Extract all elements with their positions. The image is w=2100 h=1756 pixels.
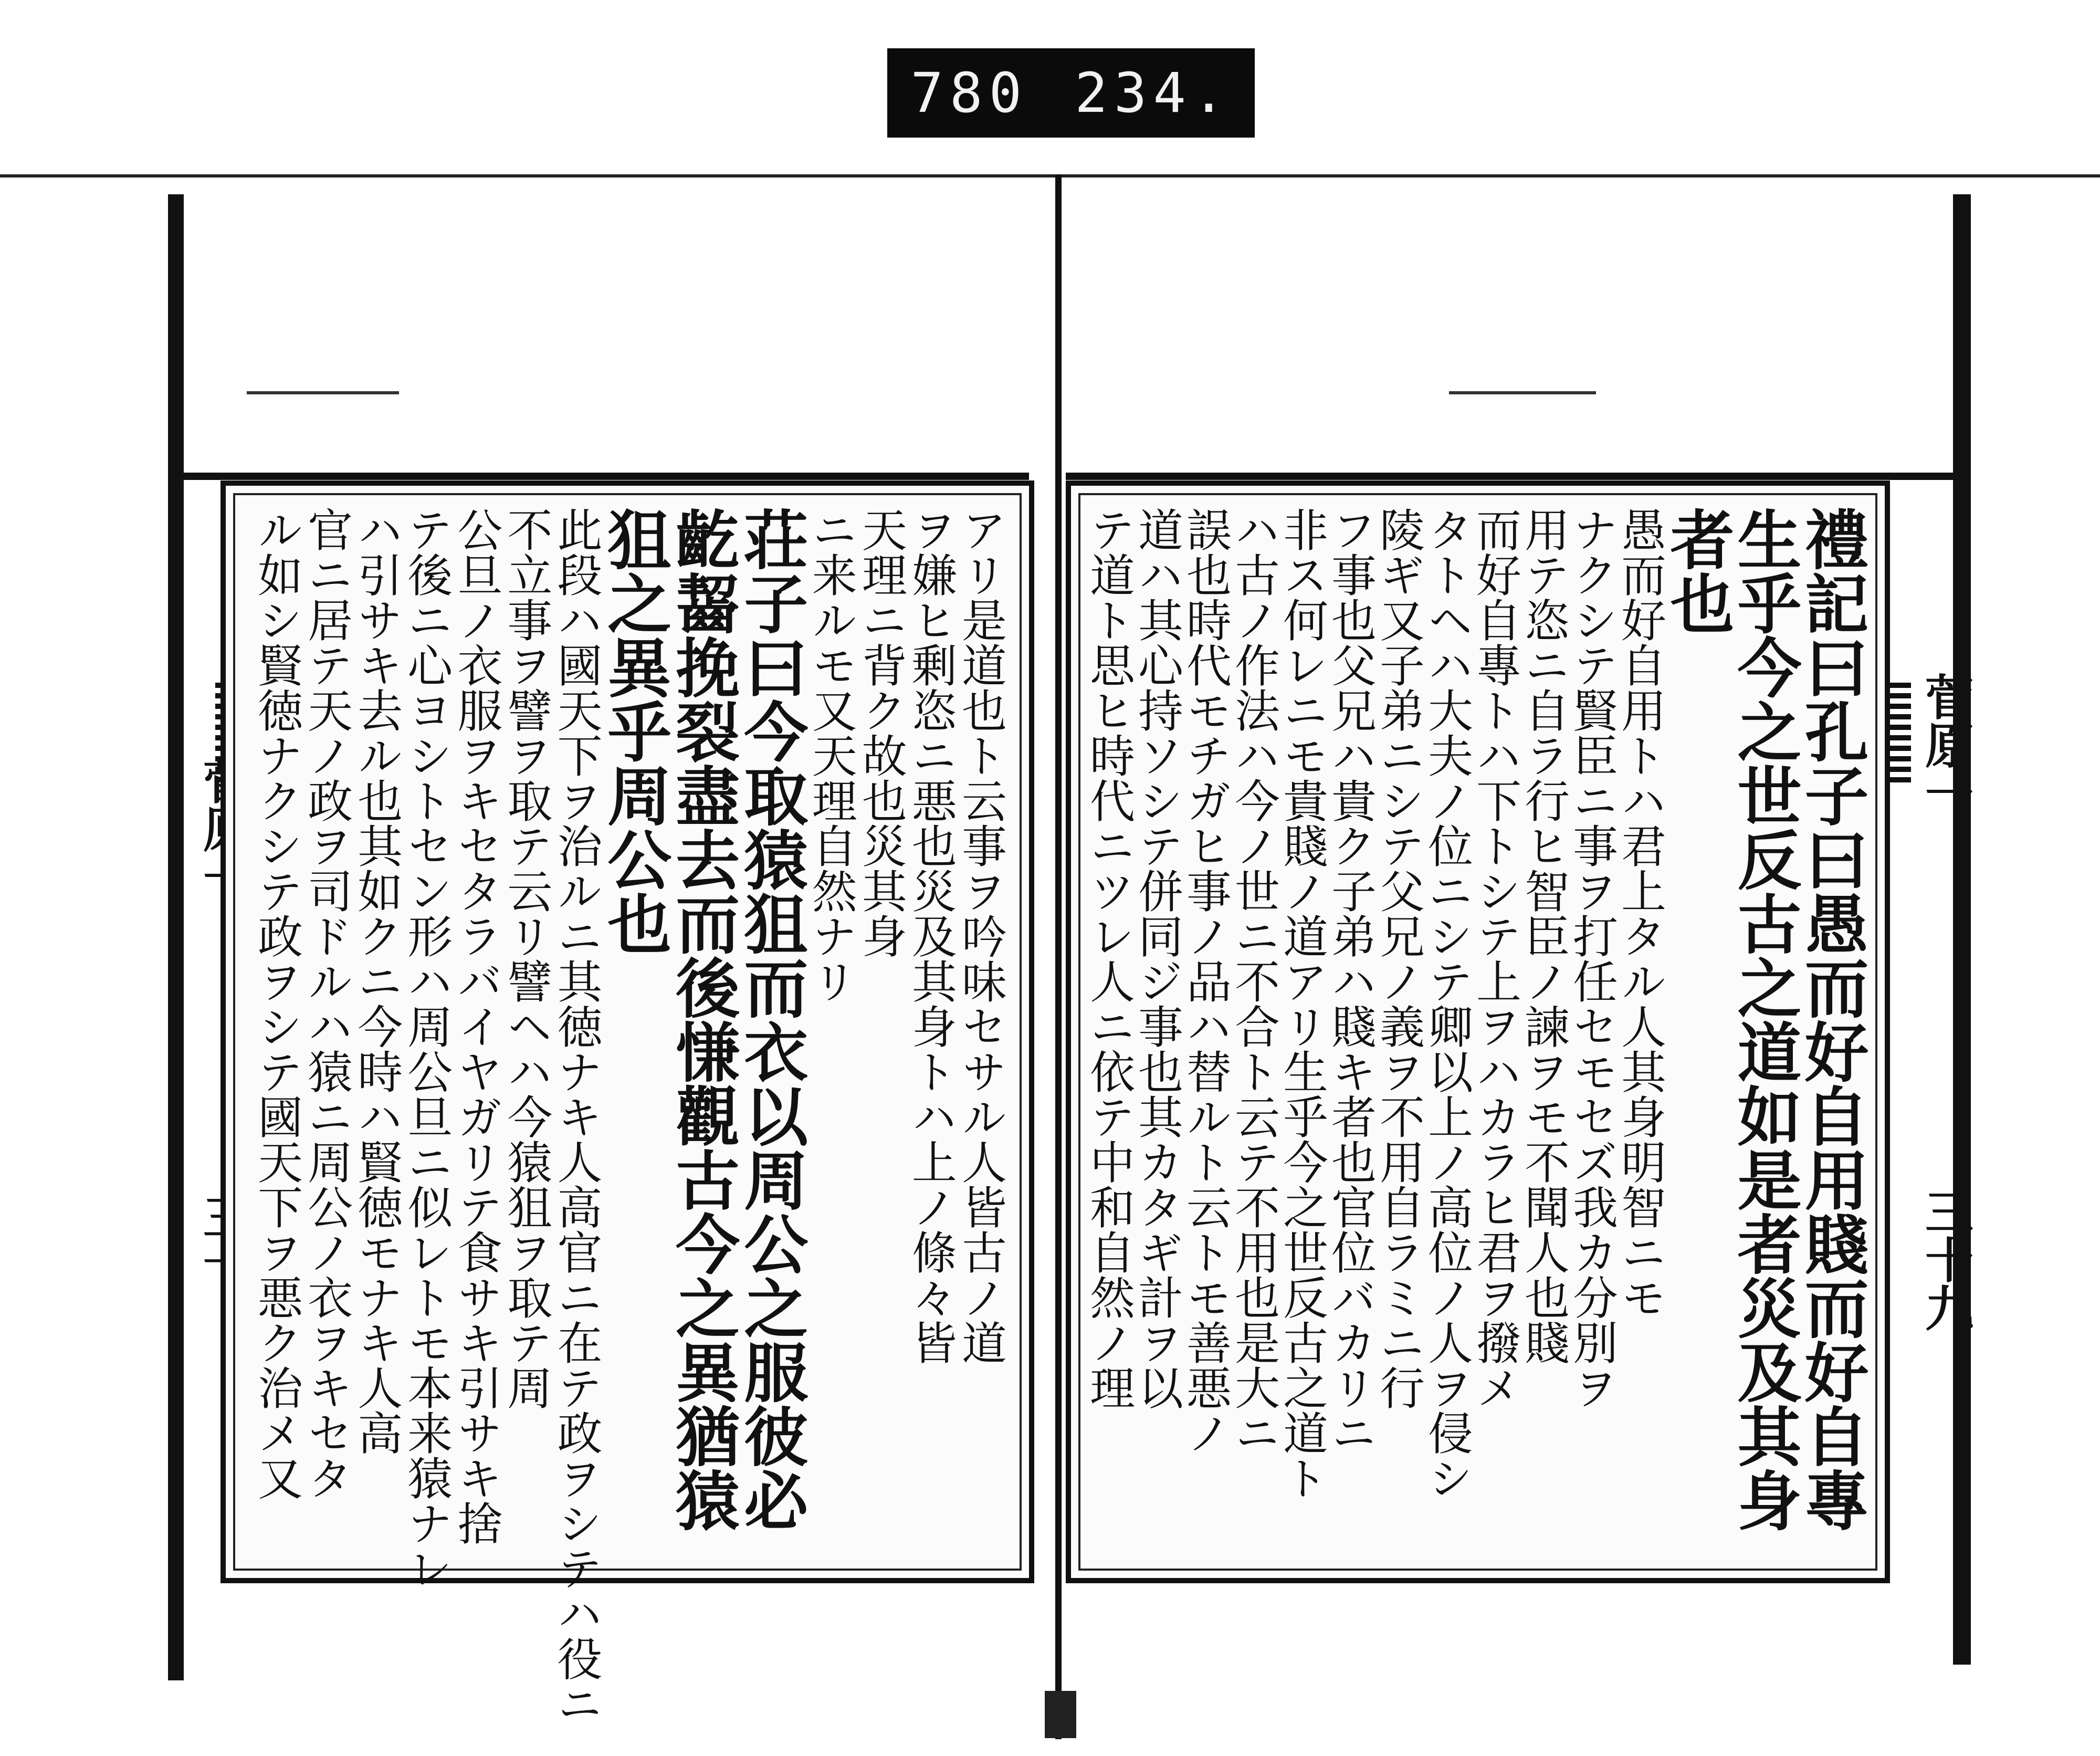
right-page-columns: [1082, 507, 1870, 1557]
left-page-text-column: アリ是道也ト云事ヲ吟味セサル人皆古ノ道: [954, 507, 1006, 1365]
top-rule: [0, 174, 2100, 177]
left-page: [220, 480, 1034, 1726]
right-page-text-column: 者也: [1660, 507, 1735, 635]
left-page-text-column: 官ニ居テ天ノ政ヲ司ドルハ猿ニ周公ノ衣ヲキセタ: [300, 507, 353, 1500]
left-page-text-column: 狙之異乎周公也: [596, 507, 673, 955]
right-page-text-column: フ事也父兄ハ貴ク子弟ハ賤キ者也官位バカリニ: [1324, 507, 1376, 1455]
left-page-text-column: ヲ嫌ヒ剰恣ニ悪也災及其身トハ上ノ條々皆: [904, 507, 957, 1365]
right-page-text-column: テ道ト思ヒ時代ニツレ人ニ依テ中和自然ノ理: [1082, 507, 1135, 1410]
left-page-text-column: 公旦ノ衣服ヲキセタラバイヤガリテ食サキ引サキ捨: [449, 507, 502, 1545]
right-page-text-column: 陵ギ又子弟ニシテ父兄ノ義ヲ不用自ラミニ行: [1372, 507, 1424, 1410]
scan-mark-right: [1449, 391, 1596, 394]
margin-label-right-bottom: 三十九: [1917, 1187, 1974, 1332]
left-page-text-column: ニ来ルモ又天理自然ナリ: [804, 507, 857, 1004]
scan-tag-left: 780: [910, 61, 1028, 125]
left-page-columns: [250, 507, 1006, 1726]
right-page-text-column: 而好自專トハ下トシテ上ヲハカラヒ君ヲ撥メ: [1468, 507, 1521, 1410]
right-top-band: [1066, 473, 1958, 480]
left-page-text-column: 荘子曰今取猿狙而衣以周公之服彼必: [733, 507, 809, 1532]
left-outer-edge: [168, 194, 184, 1680]
book-spine: [1055, 174, 1062, 1739]
right-outer-edge: [1953, 194, 1971, 1665]
right-page-text-column: 禮記曰孔子曰愚而好自用賤而好自專: [1794, 507, 1870, 1532]
right-page-text-column: 用テ恣ニ自ラ行ヒ智臣ノ諫ヲモ不聞人也賤: [1517, 507, 1569, 1365]
right-page-text-column: 生乎今之世反古之道如是者災及其身: [1727, 507, 1802, 1532]
scan-mark-left: [247, 391, 399, 394]
spine-base: [1045, 1691, 1076, 1738]
left-page-text-column: ハ引サキ去ル也其如クニ今時ハ賢徳モナキ人高: [350, 507, 403, 1455]
right-page: [1066, 480, 1890, 1583]
left-page-text-column: 天理ニ背ク故也災其身: [854, 507, 907, 958]
scan-tag: [887, 48, 1255, 138]
left-page-text-column: テ後ニ心ヨシトセン形ハ周公旦ニ似レトモ本来猿ナレ: [400, 507, 453, 1591]
right-page-text-column: ハ古ノ作法ハ今ノ世ニ不合ト云テ不用也是大ニ: [1227, 507, 1279, 1455]
margin-label-right-top: 菅原一: [1917, 672, 1974, 817]
left-page-text-column: 不立事ヲ譬ヲ取テ云リ譬ヘハ今猿狙ヲ取テ周: [499, 507, 552, 1410]
right-page-text-column: 非ス何レニモ貴賤ノ道アリ生乎今之世反古之道ト: [1275, 507, 1328, 1500]
left-page-text-column: 此段ハ國天下ヲ治ルニ其徳ナキ人高官ニ在テ政ヲシテハ役ニ: [549, 507, 602, 1726]
right-page-text-column: 道ハ其心持ソシテ併同ジ事也其カタギ計ヲ以: [1130, 507, 1183, 1410]
right-page-text-column: タトヘハ大夫ノ位ニシテ卿以上ノ高位ノ人ヲ侵シ: [1420, 507, 1473, 1500]
right-gutter-pattern: [1890, 683, 1911, 788]
left-page-text-column: 齕齧挽裂盡去而後慊觀古今之異猶猿: [665, 507, 741, 1532]
right-page-text-column: 誤也時代モチガヒ事ノ品ハ替ルト云トモ善悪ノ: [1179, 507, 1231, 1455]
left-page-text-column: ル如シ賢徳ナクシテ政ヲシテ國天下ヲ悪ク治メ又: [250, 507, 303, 1500]
right-page-text-column: ナクシテ賢臣ニ事ヲ打任セモセズ我カ分別ヲ: [1565, 507, 1618, 1410]
right-page-text-column: 愚而好自用トハ君上タル人其身明智ニモ: [1613, 507, 1666, 1320]
scan-tag-right: 234.: [1075, 61, 1232, 125]
left-top-band: [178, 473, 1029, 480]
